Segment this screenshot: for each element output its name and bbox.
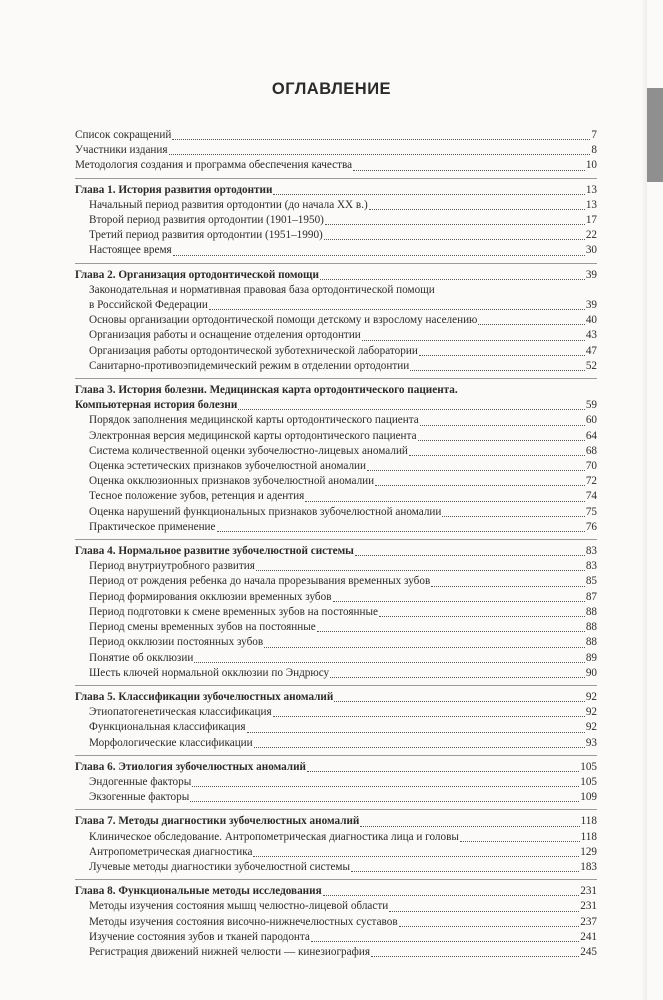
- entry-title: Период окклюзии постоянных зубов: [89, 636, 264, 649]
- chapter-entry[interactable]: [75, 690, 597, 705]
- table-of-contents: [75, 128, 597, 960]
- section-entry[interactable]: [75, 945, 597, 960]
- entry-title: Функциональная классификация: [89, 721, 246, 734]
- entry-title: Методология создания и программа обеспечения качества: [75, 159, 353, 172]
- dot-leader: [431, 586, 585, 587]
- entry-title: Глава 7. Методы диагностики зубочелюстных аномалий: [75, 815, 360, 828]
- section-entry[interactable]: [75, 429, 597, 444]
- dot-leader: [238, 409, 585, 410]
- dot-leader: [460, 841, 580, 842]
- chapter-group: [75, 760, 597, 806]
- entry-title: Организация работы и оснащение отделения ортодонтии: [89, 329, 361, 342]
- dot-leader: [334, 701, 585, 702]
- entry-title: Настоящее время: [89, 244, 172, 257]
- entry-title: Тесное положение зубов, ретенция и адентия: [89, 490, 305, 503]
- entry-title: Компьютерная история болезни: [75, 399, 238, 412]
- entry-title: Методы изучения состояния мышц челюстно-лицевой области: [89, 900, 389, 913]
- section-entry[interactable]: [75, 444, 597, 459]
- dot-leader: [311, 941, 579, 942]
- section-entry[interactable]: [75, 243, 597, 258]
- section-entry[interactable]: [75, 559, 597, 574]
- dot-leader: [209, 309, 585, 310]
- page-number: 118: [580, 815, 597, 828]
- dot-leader: [169, 154, 591, 155]
- section-entry[interactable]: [75, 489, 597, 504]
- page-number: 92: [585, 721, 597, 734]
- page-number: 30: [585, 244, 597, 257]
- page-number: 47: [585, 344, 597, 357]
- dot-leader: [325, 224, 585, 225]
- page-number: 39: [585, 299, 597, 312]
- section-entry[interactable]: [75, 213, 597, 228]
- page-number: 83: [585, 545, 597, 558]
- section-entry[interactable]: [75, 705, 597, 720]
- entry-title: Основы организации ортодонтической помощи детскому и взрослому населению: [89, 314, 478, 327]
- page-number: 10: [585, 159, 597, 172]
- dot-leader: [420, 425, 585, 426]
- page-title: ОГЛАВЛЕНИЕ: [271, 80, 392, 98]
- page-number: 105: [580, 775, 597, 788]
- dot-leader: [273, 194, 584, 195]
- chapter-group: [75, 383, 597, 535]
- page-number: 7: [591, 129, 597, 141]
- dot-leader: [367, 470, 585, 471]
- page-number: 237: [580, 915, 597, 928]
- toc-entry[interactable]: [75, 158, 597, 173]
- chapter-group: [75, 690, 597, 751]
- section-entry[interactable]: [75, 775, 597, 790]
- dot-leader: [253, 856, 579, 857]
- page-number: 87: [585, 590, 597, 603]
- entry-title: Глава 8. Функциональные методы исследования: [75, 885, 322, 898]
- dot-leader: [254, 747, 585, 748]
- page-number: 75: [585, 505, 597, 518]
- chapter-entry[interactable]: [75, 398, 597, 413]
- entry-title: Экзогенные факторы: [89, 791, 190, 804]
- page-number: 60: [585, 414, 597, 427]
- chapter-entry[interactable]: [75, 544, 597, 559]
- page-number: 93: [585, 736, 597, 749]
- dot-leader: [305, 501, 585, 502]
- entry-title: Второй период развития ортодонтии (1901–1950): [89, 214, 324, 227]
- entry-title: Понятие об окклюзии: [89, 651, 194, 664]
- entry-title: Шесть ключей нормальной окклюзии по Эндрюсу: [89, 666, 330, 679]
- section-entry[interactable]: [75, 344, 597, 359]
- page-number: 105: [580, 760, 597, 773]
- dot-leader: [360, 826, 579, 827]
- page-number: 8: [591, 144, 597, 157]
- entry-title-line: Законодательная и нормативная правовая база ортодонтической помощи: [89, 283, 435, 296]
- entry-title: Электронная версия медицинской карты ортодонтического пациента: [89, 429, 417, 442]
- page-number: 231: [580, 885, 597, 898]
- entry-title: Эндогенные факторы: [89, 775, 192, 788]
- entry-title: Практическое применение: [89, 520, 216, 533]
- section-entry[interactable]: [75, 574, 597, 589]
- chapter-divider: [75, 809, 597, 810]
- toc-entry[interactable]: [75, 143, 597, 158]
- dot-leader: [173, 255, 585, 256]
- dot-leader: [217, 531, 585, 532]
- section-entry[interactable]: [75, 666, 597, 681]
- section-entry[interactable]: [75, 313, 597, 328]
- page-number: 17: [585, 214, 597, 227]
- chapter-group: [75, 268, 597, 374]
- section-entry[interactable]: [75, 651, 597, 666]
- entry-title: Период подготовки к смене временных зубов на постоянные: [89, 605, 378, 618]
- section-entry[interactable]: [75, 359, 597, 374]
- entry-title: Глава 2. Организация ортодонтической помощи: [75, 268, 319, 281]
- page-number: 59: [585, 399, 597, 412]
- section-entry[interactable]: [75, 720, 597, 735]
- entry-title: Система количественной оценки зубочелюстно-лицевых аномалий: [89, 444, 408, 457]
- page-number: 245: [580, 945, 597, 958]
- dot-leader: [320, 279, 585, 280]
- entry-title: Этиопатогенетическая классификация: [89, 706, 272, 719]
- chapter-divider: [75, 539, 597, 540]
- chapter-divider: [75, 178, 597, 179]
- section-entry[interactable]: [75, 736, 597, 751]
- page-number: 64: [585, 429, 597, 442]
- section-entry[interactable]: [75, 620, 597, 635]
- dot-leader: [369, 209, 585, 210]
- chapter-divider: [75, 879, 597, 880]
- section-entry[interactable]: [75, 413, 597, 428]
- dot-leader: [389, 911, 579, 912]
- section-entry[interactable]: [75, 605, 597, 620]
- dot-leader: [172, 139, 590, 140]
- chapter-group: [75, 544, 597, 681]
- thumb-index-tab: [647, 88, 663, 182]
- chapter-divider: [75, 378, 597, 379]
- entry-title: Регистрация движений нижней челюсти — кинезиография: [89, 945, 370, 958]
- page-number: 43: [585, 329, 597, 342]
- section-entry[interactable]: [75, 915, 597, 930]
- entry-title: Методы изучения состояния височно-нижнечелюстных суставов: [89, 915, 398, 928]
- page-number: 88: [585, 636, 597, 649]
- dot-leader: [418, 440, 585, 441]
- page-number: 129: [580, 845, 597, 858]
- page-number: 83: [585, 560, 597, 573]
- entry-title: Период внутриутробного развития: [89, 560, 255, 573]
- section-entry[interactable]: [75, 328, 597, 343]
- dot-leader: [355, 555, 585, 556]
- page-number: 52: [585, 359, 597, 372]
- entry-title: Порядок заполнения медицинской карты ортодонтического пациента: [89, 414, 419, 427]
- dot-leader: [371, 956, 579, 957]
- page-number: 40: [585, 314, 597, 327]
- dot-leader: [399, 926, 580, 927]
- page-number: 39: [585, 268, 597, 281]
- section-entry[interactable]: [75, 298, 597, 313]
- entry-title: Глава 4. Нормальное развитие зубочелюстной системы: [75, 545, 354, 558]
- dot-leader: [410, 370, 585, 371]
- section-entry[interactable]: [75, 505, 597, 520]
- dot-leader: [264, 647, 585, 648]
- section-entry[interactable]: [75, 590, 597, 605]
- page-number: 88: [585, 605, 597, 618]
- dot-leader: [192, 786, 579, 787]
- page-number: 89: [585, 651, 597, 664]
- section-entry[interactable]: [75, 198, 597, 213]
- dot-leader: [194, 662, 584, 663]
- chapter-group: [75, 884, 597, 960]
- page-number: 231: [580, 900, 597, 913]
- toc-entry[interactable]: [75, 128, 597, 143]
- entry-title: Оценка эстетических признаков зубочелюстной аномалии: [89, 460, 367, 473]
- chapter-entry[interactable]: [75, 268, 597, 283]
- dot-leader: [409, 455, 585, 456]
- page-number: 241: [580, 930, 597, 943]
- section-entry[interactable]: [75, 930, 597, 945]
- entry-title: Глава 6. Этиология зубочелюстных аномалий: [75, 760, 306, 773]
- chapter-group: [75, 814, 597, 875]
- dot-leader: [247, 732, 585, 733]
- page-number: 68: [585, 444, 597, 457]
- section-entry[interactable]: [75, 520, 597, 535]
- page-number: 92: [585, 690, 597, 703]
- entry-title: Глава 5. Классификации зубочелюстных аномалий: [75, 690, 334, 703]
- dot-leader: [478, 324, 584, 325]
- dot-leader: [307, 771, 579, 772]
- chapter-entry[interactable]: [75, 183, 597, 198]
- dot-leader: [323, 895, 580, 896]
- page-number: 183: [580, 860, 597, 873]
- entry-title: Начальный период развития ортодонтии (до начала XX в.): [89, 198, 368, 211]
- chapter-divider: [75, 263, 597, 264]
- page-number: 13: [585, 183, 597, 196]
- dot-leader: [317, 631, 585, 632]
- dot-leader: [333, 601, 585, 602]
- section-entry[interactable]: [75, 845, 597, 860]
- dot-leader: [324, 239, 585, 240]
- chapter-entry[interactable]: [75, 760, 597, 775]
- page-number: 74: [585, 490, 597, 503]
- entry-title: Изучение состояния зубов и тканей пародонта: [89, 930, 310, 943]
- section-entry[interactable]: [75, 228, 597, 243]
- section-entry[interactable]: [75, 860, 597, 875]
- dot-leader: [256, 570, 585, 571]
- page-number: 118: [580, 830, 597, 843]
- dot-leader: [442, 516, 584, 517]
- page-number: 22: [585, 229, 597, 242]
- page-number: 92: [585, 706, 597, 719]
- page-number: 109: [580, 791, 597, 804]
- chapter-divider: [75, 685, 597, 686]
- dot-leader: [273, 716, 585, 717]
- chapter-divider: [75, 755, 597, 756]
- entry-title: Санитарно-противоэпидемический режим в отделении ортодонтии: [89, 359, 410, 372]
- entry-title: Организация работы ортодонтической зуботехнической лаборатории: [89, 344, 418, 357]
- entry-title: Оценка окклюзионных признаков зубочелюстной аномалии: [89, 475, 375, 488]
- page-number: 85: [585, 575, 597, 588]
- dot-leader: [330, 677, 585, 678]
- section-entry[interactable]: [75, 459, 597, 474]
- front-matter: [75, 128, 597, 174]
- entry-title: Морфологические классификации: [89, 736, 253, 749]
- entry-title: Антропометрическая диагностика: [89, 845, 253, 858]
- chapter-entry[interactable]: [75, 884, 597, 899]
- dot-leader: [351, 871, 579, 872]
- page-number: 90: [585, 666, 597, 679]
- dot-leader: [375, 485, 585, 486]
- section-entry[interactable]: [75, 635, 597, 650]
- chapter-list: [75, 178, 597, 961]
- entry-title: Клиническое обследование. Антропометрическая диагностика лица и головы: [89, 830, 459, 843]
- entry-title: Лучевые методы диагностики зубочелюстной системы: [89, 860, 351, 873]
- dot-leader: [190, 801, 579, 802]
- chapter-group: [75, 183, 597, 259]
- page-number: 88: [585, 621, 597, 634]
- entry-title: Оценка нарушений функциональных признаков зубочелюстной аномалии: [89, 505, 442, 518]
- page-number: 76: [585, 520, 597, 533]
- entry-title: Список сокращений: [75, 129, 172, 141]
- entry-title: Глава 1. История развития ортодонтии: [75, 183, 273, 196]
- entry-title: Период формирования окклюзии временных зубов: [89, 590, 332, 603]
- page-number: 13: [585, 198, 597, 211]
- dot-leader: [353, 170, 585, 171]
- chapter-entry[interactable]: [75, 814, 597, 829]
- dot-leader: [419, 355, 585, 356]
- section-entry[interactable]: [75, 899, 597, 914]
- dot-leader: [379, 616, 585, 617]
- entry-title-line: Глава 3. История болезни. Медицинская карта ортодонтического пациента.: [75, 384, 458, 397]
- section-entry[interactable]: [75, 474, 597, 489]
- section-entry[interactable]: [75, 790, 597, 805]
- page-number: 72: [585, 475, 597, 488]
- entry-title: в Российской Федерации: [89, 299, 208, 312]
- entry-title: Третий период развития ортодонтии (1951–1990): [89, 229, 323, 242]
- entry-title: Участники издания: [75, 144, 168, 157]
- dot-leader: [362, 340, 585, 341]
- page-number: 70: [585, 460, 597, 473]
- entry-title: Период смены временных зубов на постоянные: [89, 621, 316, 634]
- entry-title: Период от рождения ребенка до начала прорезывания временных зубов: [89, 575, 431, 588]
- section-entry[interactable]: [75, 830, 597, 845]
